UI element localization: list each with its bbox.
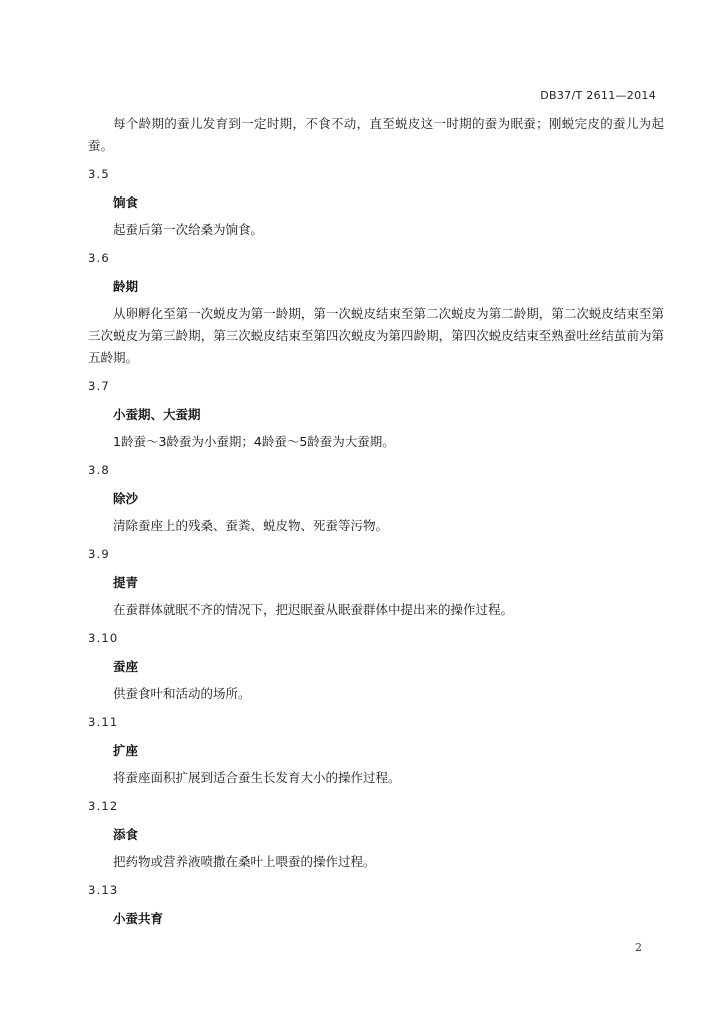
section-number: 3.5 <box>88 167 110 181</box>
section-number: 3.9 <box>88 547 110 561</box>
section-number: 3.7 <box>88 379 110 393</box>
section-3-12 <box>88 795 664 873</box>
section-definition: 从卵孵化至第一次蜕皮为第一龄期，第一次蜕皮结束至第二次蜕皮为第二龄期，第二次蜕皮结束至第三次蜕皮为第三龄期，第三次蜕皮结束至第四次蜕皮为第四龄期，第四次蜕皮结束至熟蚕吐丝结茧前为第五龄期。 <box>88 306 664 365</box>
section-term: 除沙 <box>113 491 139 506</box>
section-definition: 在蚕群体就眠不齐的情况下，把迟眠蚕从眠蚕群体中提出来的操作过程。 <box>113 602 514 617</box>
section-number: 3.10 <box>88 631 119 645</box>
document-body <box>88 113 664 935</box>
section-definition: 清除蚕座上的残桑、蚕粪、蜕皮物、死蚕等污物。 <box>113 518 389 533</box>
section-3-6 <box>88 247 664 369</box>
page-number: 2 <box>635 941 642 954</box>
section-number: 3.6 <box>88 251 110 265</box>
section-number: 3.8 <box>88 463 110 477</box>
section-3-9 <box>88 543 664 621</box>
section-3-7 <box>88 375 664 453</box>
section-definition: 起蚕后第一次给桑为饷食。 <box>113 222 264 237</box>
section-term: 添食 <box>113 827 139 842</box>
section-definition: 供蚕食叶和活动的场所。 <box>113 686 251 701</box>
section-definition: 把药物或营养液喷撒在桑叶上喂蚕的操作过程。 <box>113 854 376 869</box>
section-term: 龄期 <box>113 279 139 294</box>
section-term: 饷食 <box>113 195 139 210</box>
section-definition: 1龄蚕～3龄蚕为小蚕期；4龄蚕～5龄蚕为大蚕期。 <box>113 434 395 449</box>
section-number: 3.11 <box>88 715 119 729</box>
intro-paragraph: 每个龄期的蚕儿发育到一定时期，不食不动，直至蜕皮这一时期的蚕为眠蚕；刚蜕完皮的蚕儿为起蚕。 <box>88 116 664 153</box>
section-number: 3.13 <box>88 883 119 897</box>
section-definition: 将蚕座面积扩展到适合蚕生长发育大小的操作过程。 <box>113 770 401 785</box>
standard-code: DB37/T 2611—2014 <box>540 89 656 102</box>
section-term: 小蚕期、大蚕期 <box>113 407 201 422</box>
section-3-13 <box>88 879 664 929</box>
section-term: 小蚕共育 <box>113 911 164 926</box>
section-term: 扩座 <box>113 743 139 758</box>
section-3-5 <box>88 163 664 241</box>
section-term: 蚕座 <box>113 659 139 674</box>
section-term: 提青 <box>113 575 139 590</box>
section-3-10 <box>88 627 664 705</box>
section-3-11 <box>88 711 664 789</box>
section-number: 3.12 <box>88 799 119 813</box>
section-3-8 <box>88 459 664 537</box>
